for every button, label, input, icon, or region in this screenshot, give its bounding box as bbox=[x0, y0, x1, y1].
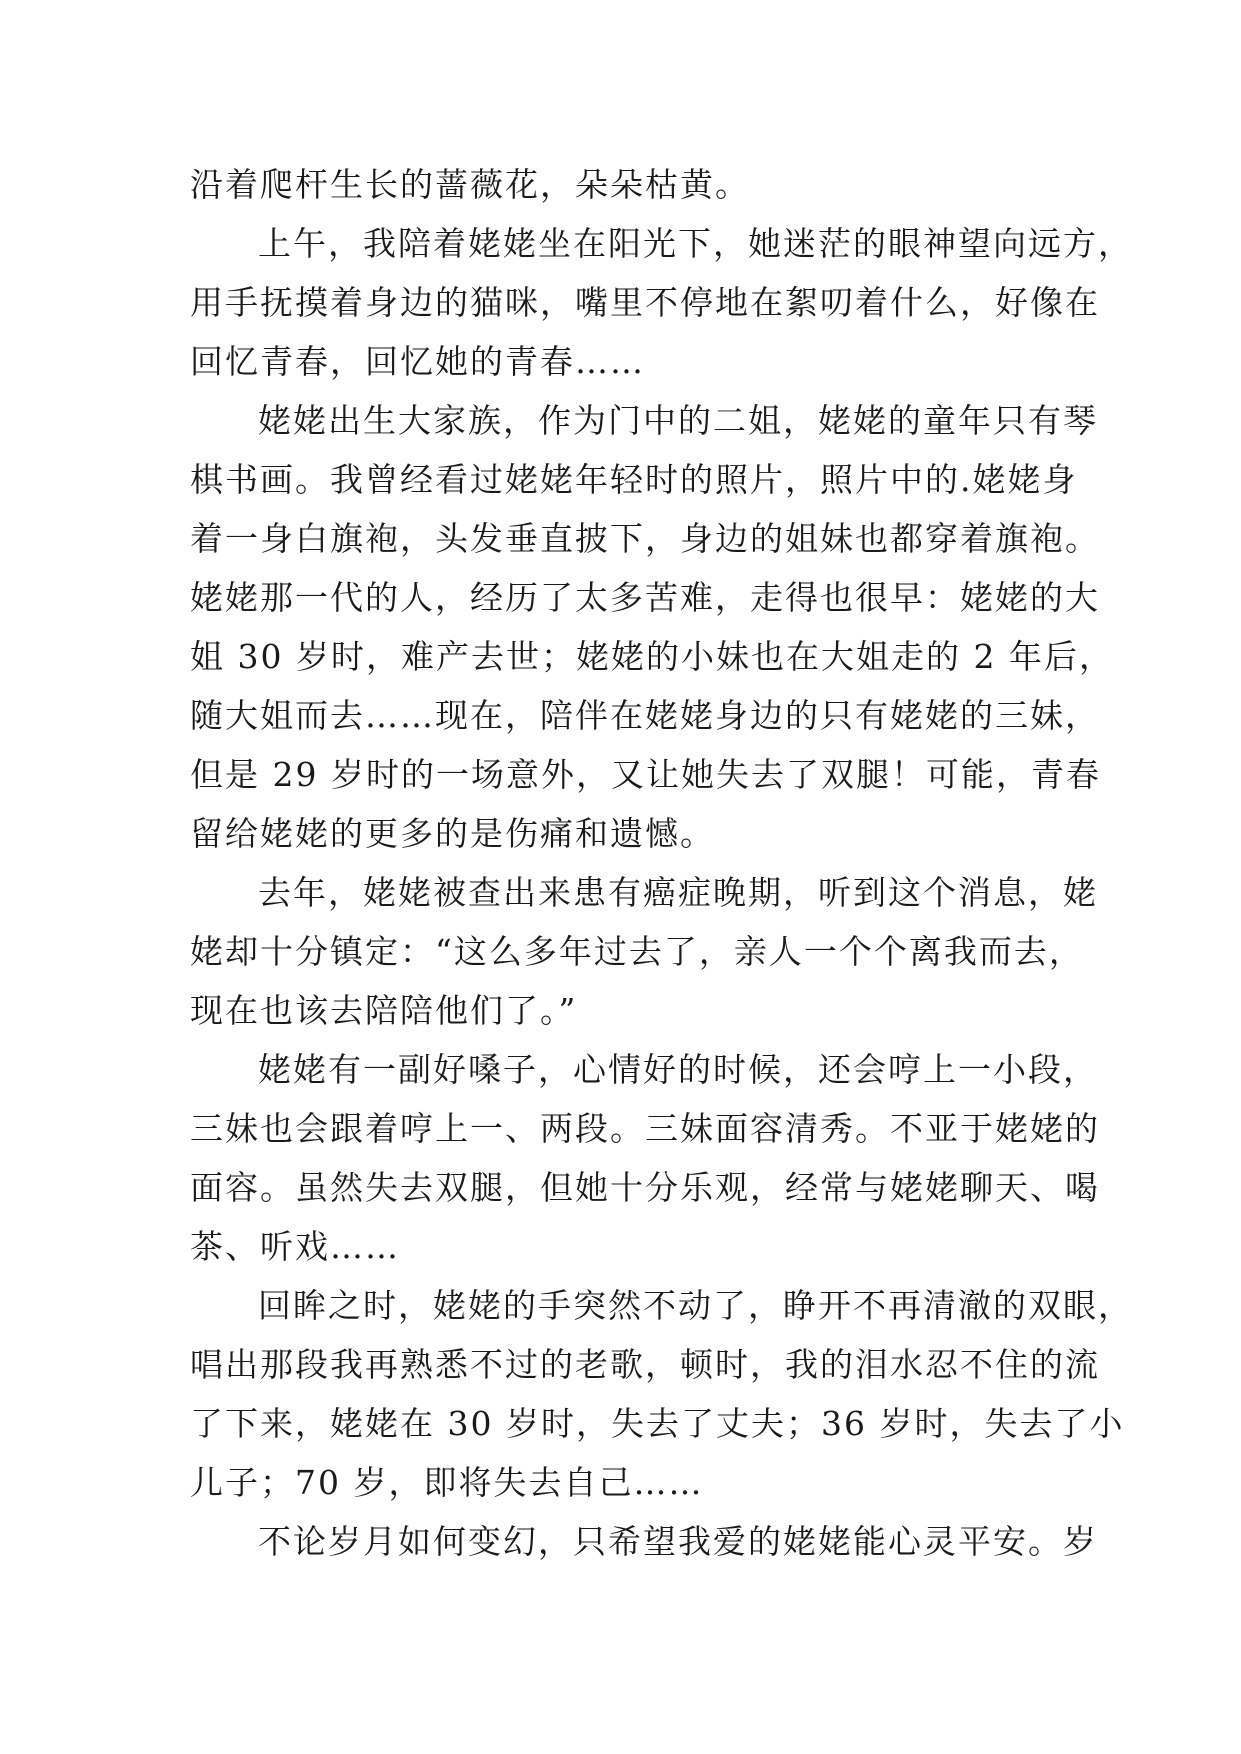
text-line: 回忆青春，回忆她的青春…… bbox=[190, 342, 645, 381]
text-line: 用手抚摸着身边的猫咪，嘴里不停地在絮叨着什么，好像在 bbox=[190, 283, 1100, 322]
text-line: 儿子；70 岁，即将失去自己…… bbox=[190, 1463, 704, 1502]
text-line: 姥却十分镇定：“这么多年过去了，亲人一个个离我而去， bbox=[190, 932, 1084, 971]
text-line: 沿着爬杆生长的蔷薇花，朵朵枯黄。 bbox=[190, 165, 750, 204]
text-line: 姐 30 岁时，难产去世；姥姥的小妹也在大姐走的 2 年后， bbox=[190, 637, 1114, 676]
document-body bbox=[190, 155, 1133, 1571]
text-line: 姥姥那一代的人，经历了太多苦难，走得也很早：姥姥的大 bbox=[190, 578, 1100, 617]
paragraph-first-line: 姥姥有一副好嗓子，心情好的时候，还会哼上一小段， bbox=[258, 1050, 1098, 1089]
text-line: 随大姐而去……现在，陪伴在姥姥身边的只有姥姥的三妹， bbox=[190, 696, 1100, 735]
text-line: 但是 29 岁时的一场意外，又让她失去了双腿！可能，青春 bbox=[190, 755, 1101, 794]
paragraph-first-line: 不论岁月如何变幻，只希望我爱的姥姥能心灵平安。岁 bbox=[258, 1522, 1098, 1561]
text-line: 唱出那段我再熟悉不过的老歌，顿时，我的泪水忍不住的流 bbox=[190, 1345, 1100, 1384]
paragraph-first-line: 姥姥出生大家族，作为门中的二姐，姥姥的童年只有琴 bbox=[258, 401, 1098, 440]
paragraph-first-line: 回眸之时，姥姥的手突然不动了，睁开不再清澈的双眼， bbox=[258, 1286, 1133, 1325]
text-line: 了下来，姥姥在 30 岁时，失去了丈夫；36 岁时，失去了小 bbox=[190, 1404, 1125, 1443]
paragraph-first-line: 去年，姥姥被查出来患有癌症晚期，听到这个消息，姥 bbox=[258, 873, 1098, 912]
text-line: 着一身白旗袍，头发垂直披下，身边的姐妹也都穿着旗袍。 bbox=[190, 519, 1100, 558]
text-line: 棋书画。我曾经看过姥姥年轻时的照片，照片中的.姥姥身 bbox=[190, 460, 1078, 499]
paragraph-first-line: 上午，我陪着姥姥坐在阳光下，她迷茫的眼神望向远方， bbox=[258, 224, 1133, 263]
text-line: 茶、听戏…… bbox=[190, 1227, 400, 1266]
text-line: 留给姥姥的更多的是伤痛和遗憾。 bbox=[190, 814, 715, 853]
text-line: 现在也该去陪陪他们了。” bbox=[190, 991, 578, 1030]
text-line: 三妹也会跟着哼上一、两段。三妹面容清秀。不亚于姥姥的 bbox=[190, 1109, 1100, 1148]
text-line: 面容。虽然失去双腿，但她十分乐观，经常与姥姥聊天、喝 bbox=[190, 1168, 1100, 1207]
